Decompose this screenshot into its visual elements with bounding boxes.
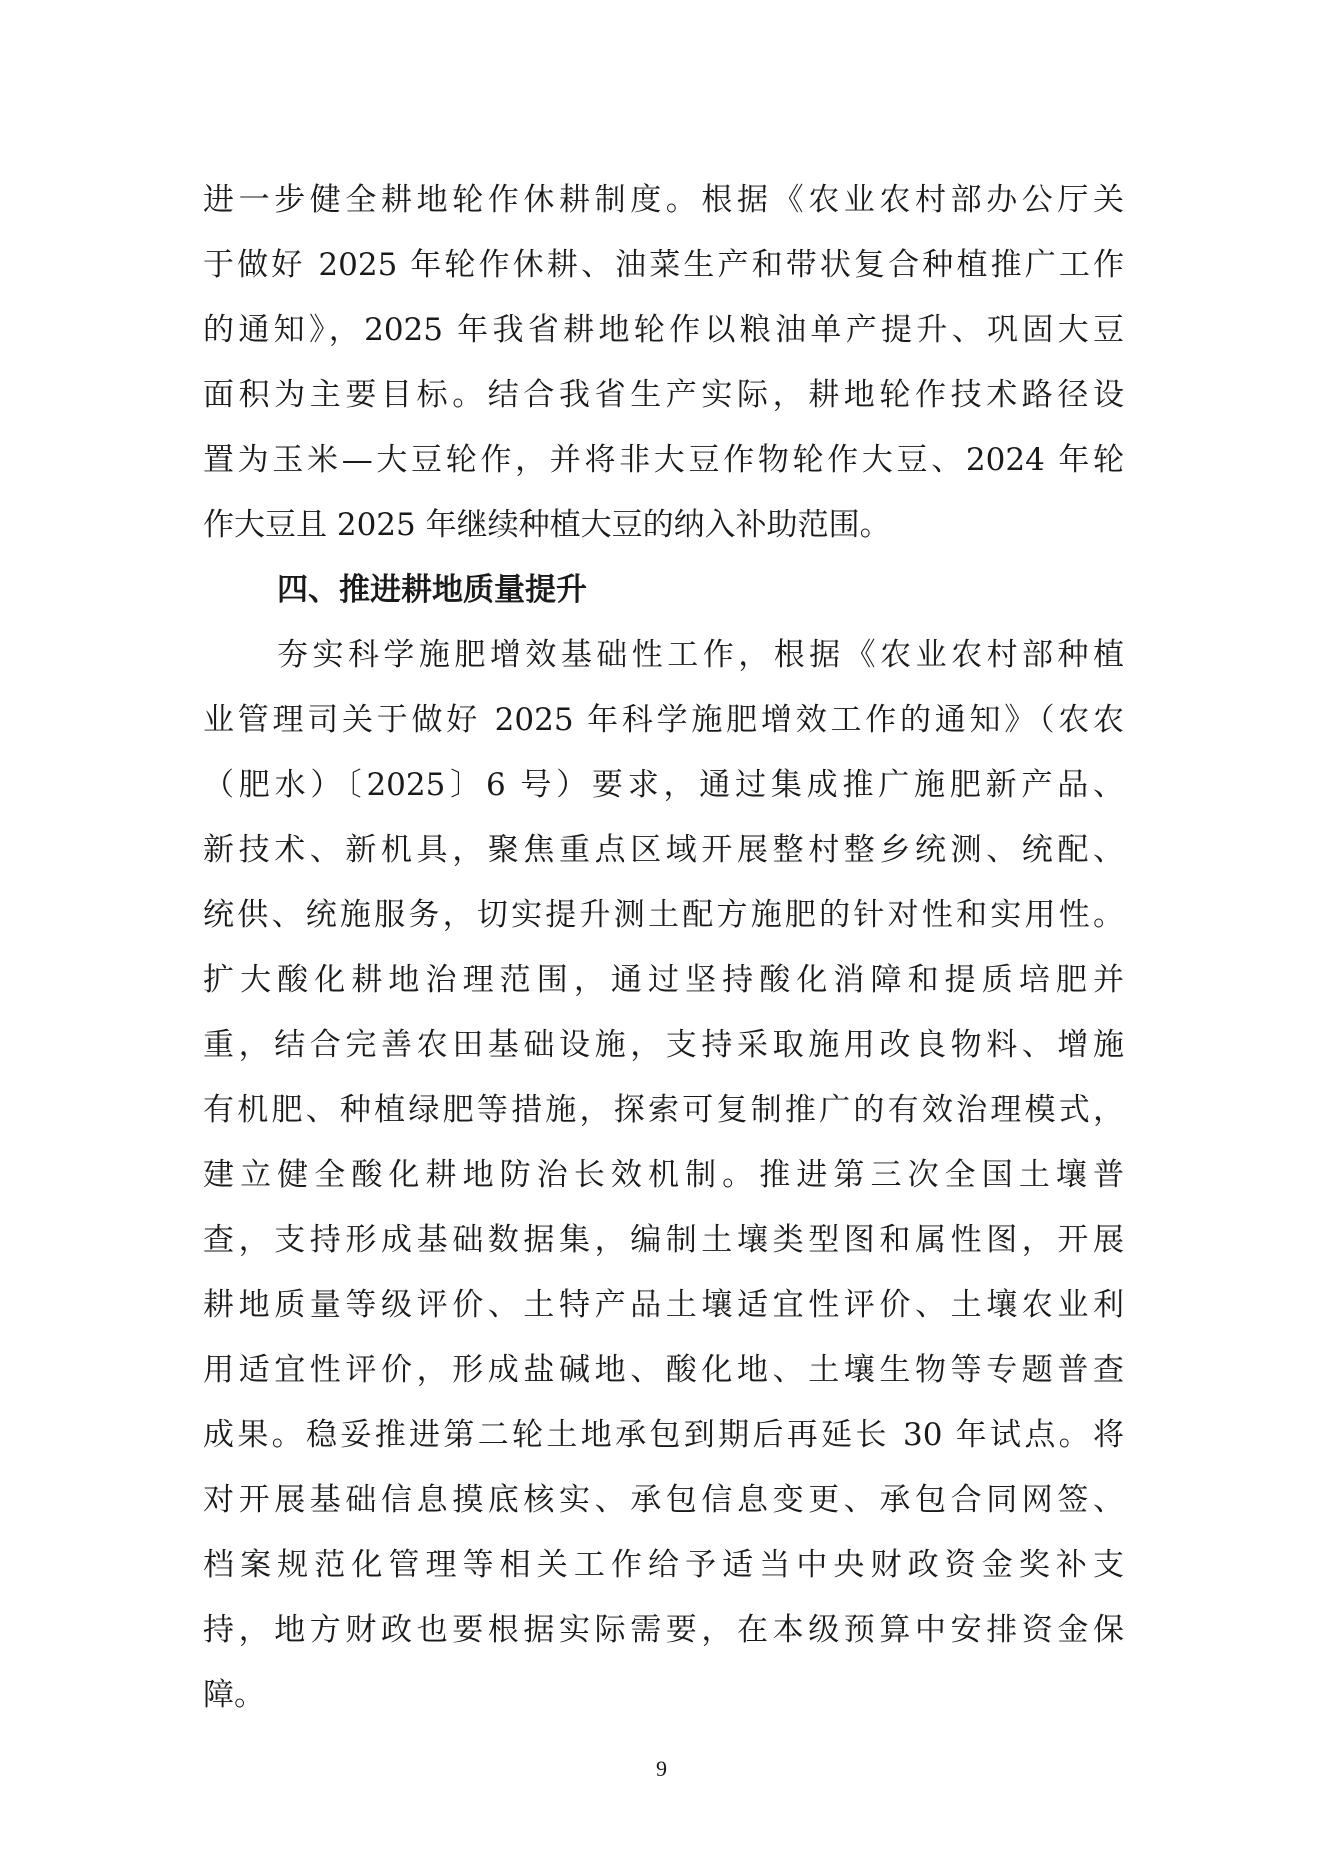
paragraph-1-line: 置为玉米—大豆轮作，并将非大豆作物轮作大豆、2024 年轮 bbox=[203, 442, 1124, 478]
paragraph-2-line: 耕地质量等级评价、土特产品土壤适宜性评价、土壤农业利 bbox=[203, 1287, 1124, 1323]
paragraph-2-line: 对开展基础信息摸底核实、承包信息变更、承包合同网签、 bbox=[203, 1482, 1124, 1518]
paragraph-2-line: 新技术、新机具，聚焦重点区域开展整村整乡统测、统配、 bbox=[203, 832, 1124, 868]
paragraph-2-line: 成果。稳妥推进第二轮土地承包到期后再延长 30 年试点。将 bbox=[203, 1417, 1124, 1453]
paragraph-2-line: 业管理司关于做好 2025 年科学施肥增效工作的通知》（农农 bbox=[203, 702, 1124, 738]
paragraph-2-line: 扩大酸化耕地治理范围，通过坚持酸化消障和提质培肥并 bbox=[203, 962, 1124, 998]
paragraph-2-line: 档案规范化管理等相关工作给予适当中央财政资金奖补支 bbox=[203, 1547, 1124, 1583]
page-number: 9 bbox=[656, 1756, 667, 1781]
paragraph-2-line: 统供、统施服务，切实提升测土配方施肥的针对性和实用性。 bbox=[203, 897, 1124, 933]
paragraph-1-line: 的通知》，2025 年我省耕地轮作以粮油单产提升、巩固大豆 bbox=[203, 312, 1124, 348]
paragraph-1-line: 作大豆且 2025 年继续种植大豆的纳入补助范围。 bbox=[203, 507, 891, 543]
paragraph-2-line: 有机肥、种植绿肥等措施，探索可复制推广的有效治理模式， bbox=[203, 1092, 1124, 1128]
paragraph-2-line: 持，地方财政也要根据实际需要，在本级预算中安排资金保 bbox=[203, 1612, 1124, 1648]
section-heading: 四、推进耕地质量提升 bbox=[277, 572, 587, 608]
paragraph-1-line: 于做好 2025 年轮作休耕、油菜生产和带状复合种植推广工作 bbox=[203, 247, 1124, 283]
paragraph-1-line: 面积为主要目标。结合我省生产实际，耕地轮作技术路径设 bbox=[203, 377, 1124, 413]
paragraph-2-line: 建立健全酸化耕地防治长效机制。推进第三次全国土壤普 bbox=[203, 1157, 1124, 1193]
paragraph-2-line: 重，结合完善农田基础设施，支持采取施用改良物料、增施 bbox=[203, 1027, 1124, 1063]
body-text bbox=[203, 168, 1124, 1728]
paragraph-2-line: 查，支持形成基础数据集，编制土壤类型图和属性图，开展 bbox=[203, 1222, 1124, 1258]
paragraph-2-line: （肥水）〔2025〕6 号）要求，通过集成推广施肥新产品、 bbox=[203, 767, 1124, 803]
paragraph-2-line: 用适宜性评价，形成盐碱地、酸化地、土壤生物等专题普查 bbox=[203, 1352, 1124, 1388]
paragraph-2-line: 夯实科学施肥增效基础性工作，根据《农业农村部种植 bbox=[277, 637, 1124, 673]
paragraph-1-line: 进一步健全耕地轮作休耕制度。根据《农业农村部办公厅关 bbox=[203, 182, 1124, 218]
paragraph-2-line: 障。 bbox=[203, 1677, 265, 1713]
